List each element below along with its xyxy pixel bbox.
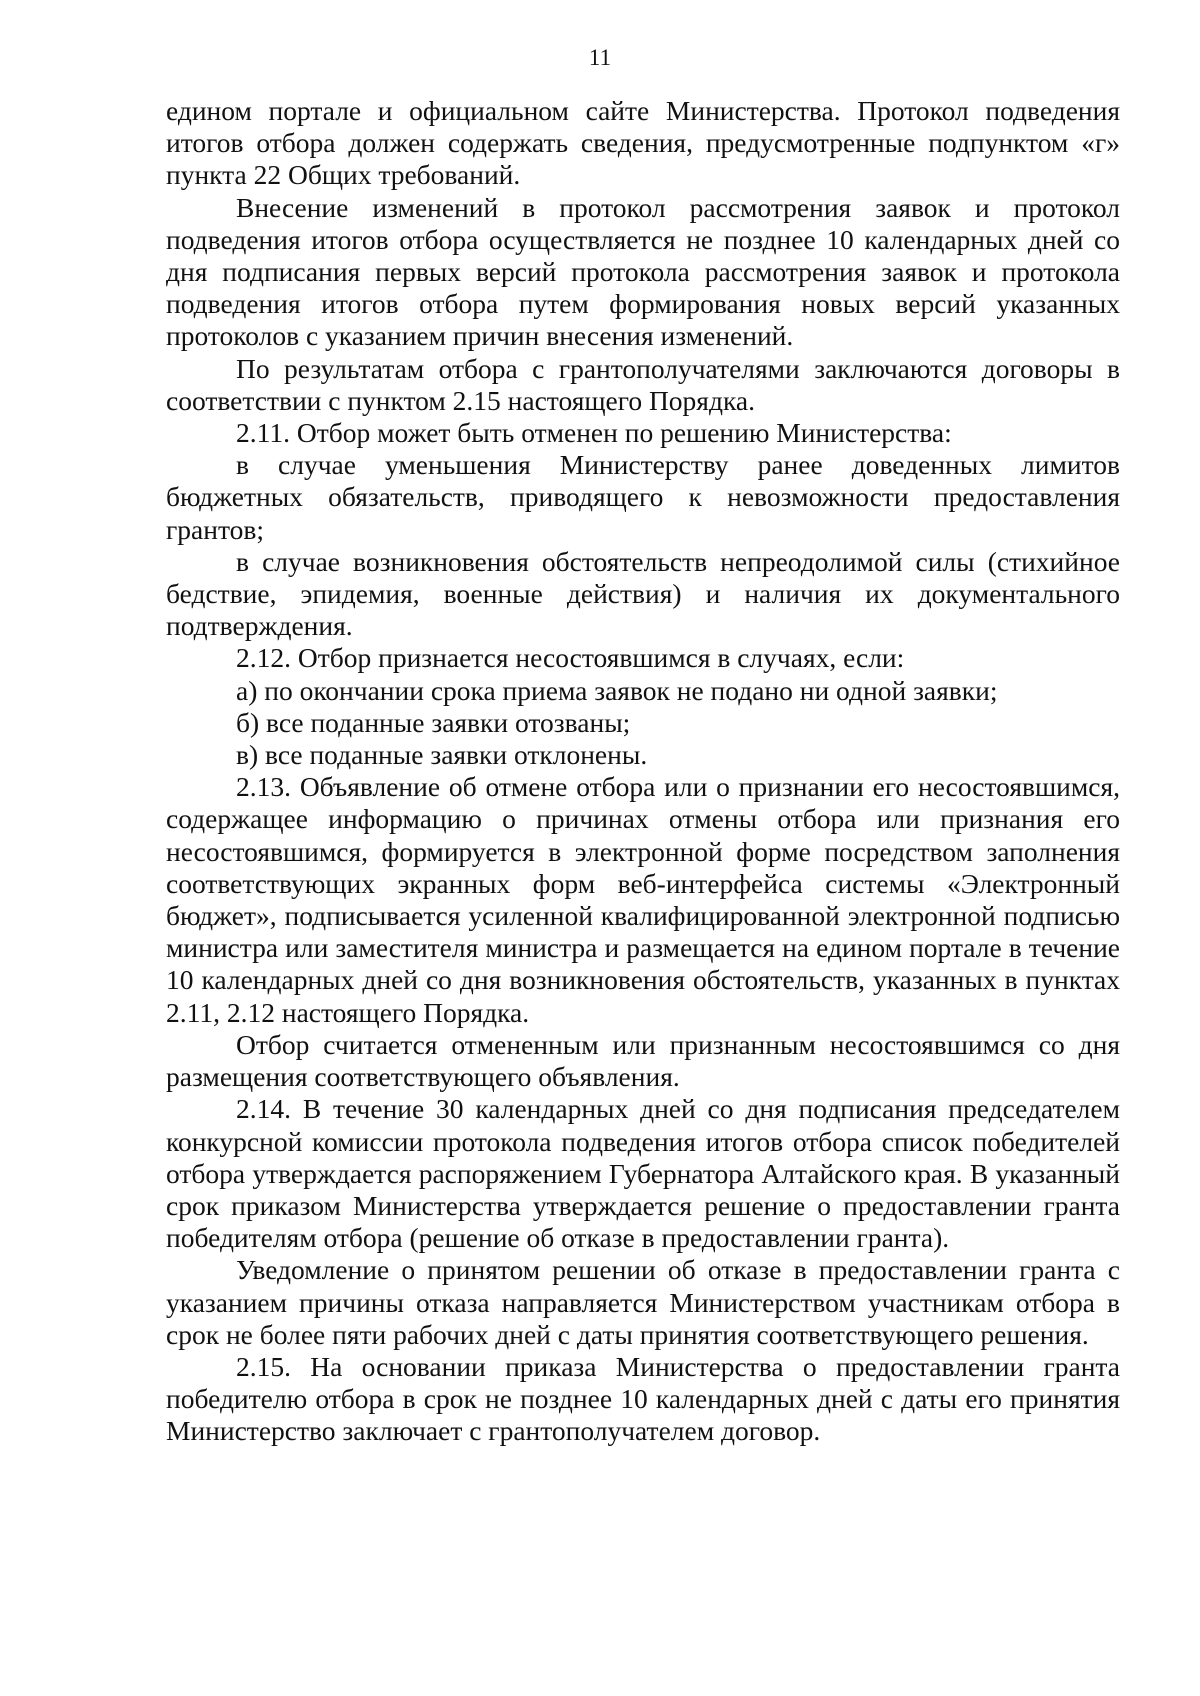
paragraph: в случае уменьшения Министерству ранее доведенных лимитов бюджетных обязательств, приводящего к невозможности предоставления грантов;	[166, 449, 1120, 545]
section-2-14-paragraph: 2.14. В течение 30 календарных дней со дня подписания председателем конкурсной комиссии протокола подведения итогов отбора список победителей отбора утверждается распоряжением Губернатора Алтайского края. В указанный срок приказом Министерства утверждается решение о предоставлении гранта победителям отбора (решение об отказе в предоставлении гранта).	[166, 1093, 1120, 1254]
list-item: в) все поданные заявки отклонены.	[236, 739, 648, 771]
section-2-13-paragraph: 2.13. Объявление об отмене отбора или о признании его несостоявшимся, содержащее информацию о причинах отмены отбора или признания его несостоявшимся, формируется в электронной форме посредством заполнения соответствующих экранных форм веб-интерфейса системы «Электронный бюджет», подписывается усиленной квалифицированной электронной подписью министра или заместителя министра и размещается на едином портале в течение 10 календарных дней со дня возникновения обстоятельств, указанных в пунктах 2.11, 2.12 настоящего Порядка.	[166, 771, 1120, 1028]
paragraph: едином портале и официальном сайте Министерства. Протокол подведения итогов отбора должен содержать сведения, предусмотренные подпунктом «г» пункта 22 Общих требований.	[166, 95, 1120, 191]
paragraph: Уведомление о принятом решении об отказе в предоставлении гранта с указанием причины отказа направляется Министерством участникам отбора в срок не более пяти рабочих дней с даты принятия соответствующего решения.	[166, 1254, 1120, 1350]
section-2-12-heading: 2.12. Отбор признается несостоявшимся в случаях, если:	[236, 642, 905, 674]
list-item: б) все поданные заявки отозваны;	[236, 706, 631, 738]
document-body	[166, 95, 1120, 1448]
list-item: а) по окончании срока приема заявок не подано ни одной заявки;	[236, 674, 998, 706]
paragraph: Внесение изменений в протокол рассмотрения заявок и протокол подведения итогов отбора осуществляется не позднее 10 календарных дней со дня подписания первых версий протокола рассмотрения заявок и протокола подведения итогов отбора путем формирования новых версий указанных протоколов с указанием причин внесения изменений.	[166, 191, 1120, 352]
section-2-11-heading: 2.11. Отбор может быть отменен по решению Министерства:	[236, 417, 952, 449]
paragraph: в случае возникновения обстоятельств непреодолимой силы (стихийное бедствие, эпидемия, военные действия) и наличия их документального подтверждения.	[166, 545, 1120, 642]
section-2-15-paragraph: 2.15. На основании приказа Министерства о предоставлении гранта победителю отбора в срок не позднее 10 календарных дней с даты его принятия Министерство заключает с грантополучателем договор.	[166, 1350, 1120, 1447]
page-number: 11	[588, 45, 612, 70]
paragraph: По результатам отбора с грантополучателями заключаются договоры в соответствии с пунктом 2.15 настоящего Порядка.	[166, 352, 1120, 416]
paragraph: Отбор считается отмененным или признанным несостоявшимся со дня размещения соответствующего объявления.	[166, 1028, 1120, 1093]
